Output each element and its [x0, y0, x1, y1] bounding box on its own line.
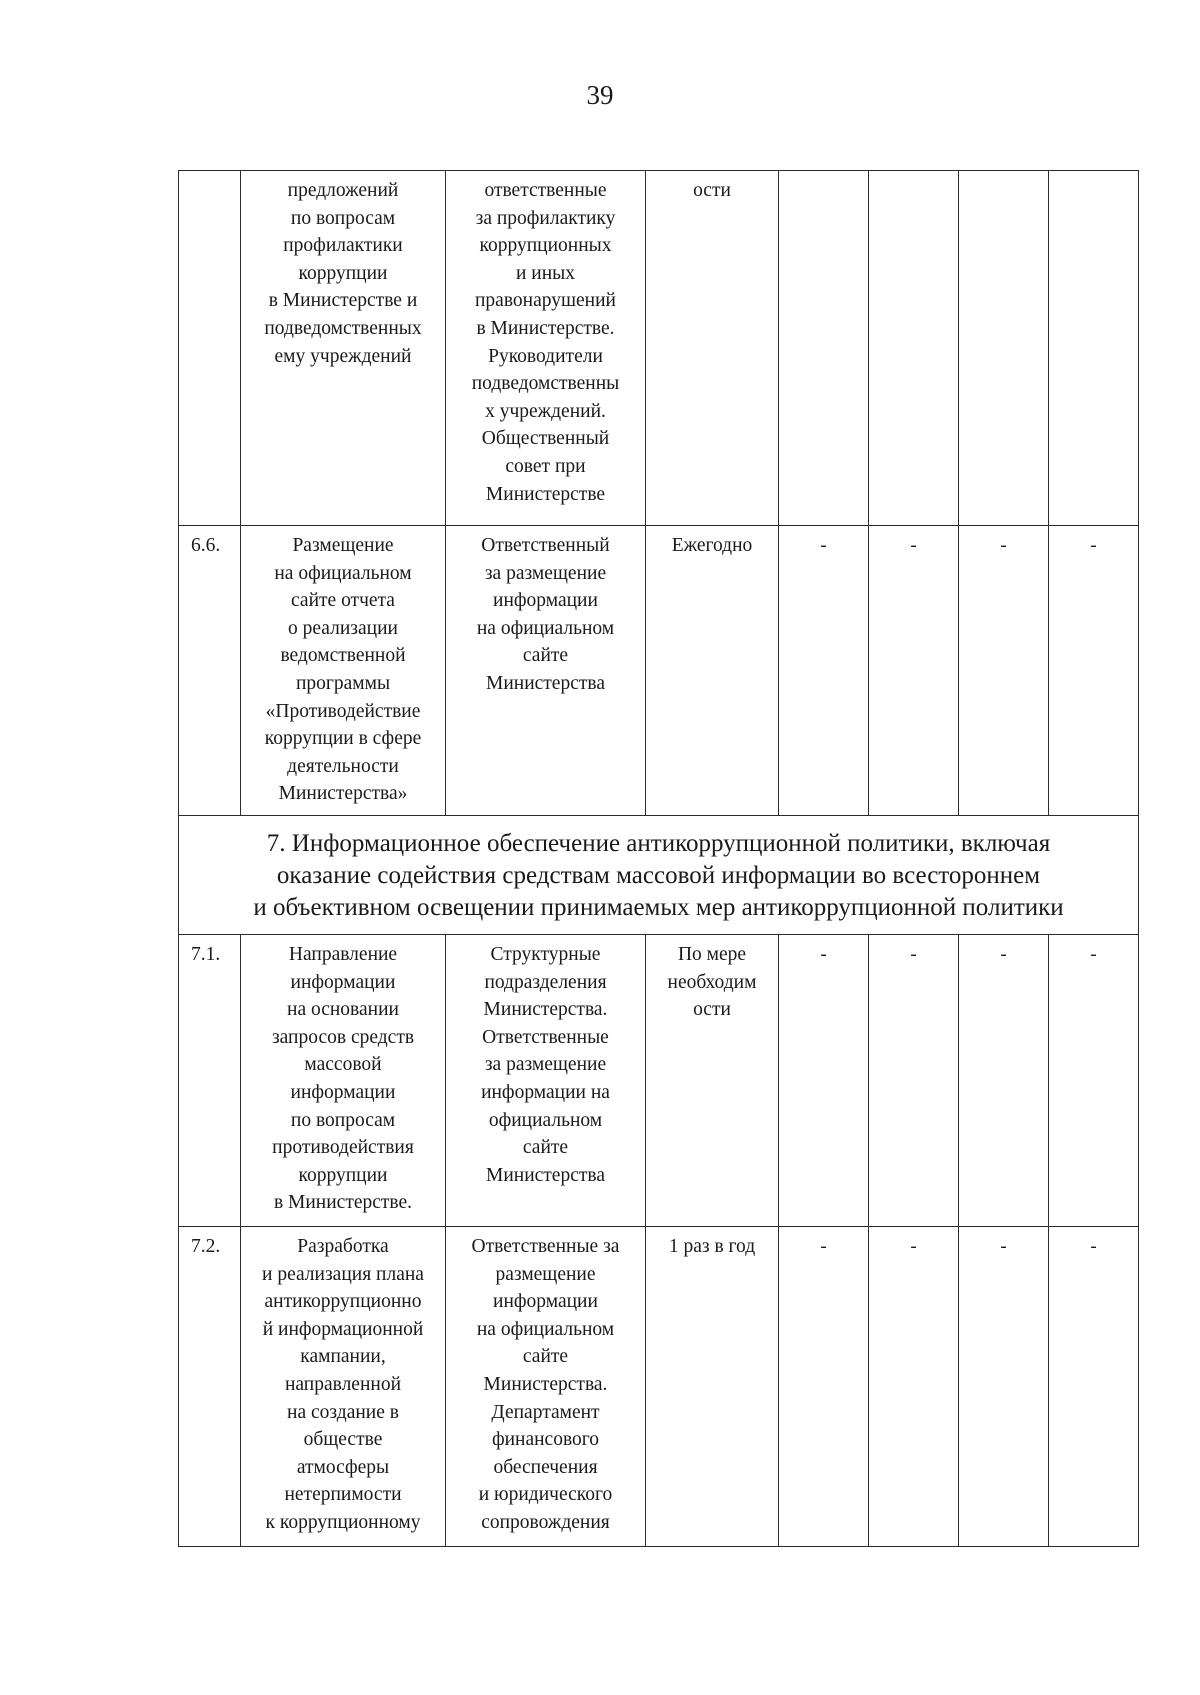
execution-term [646, 171, 779, 526]
cell-line: массовой [304, 1054, 382, 1076]
item-number: 6.6. [179, 526, 241, 816]
table-row [179, 1227, 1139, 1547]
execution-term [646, 526, 779, 816]
section-heading-row [179, 816, 1139, 935]
cell-line: антикоррупционно [264, 1291, 422, 1313]
cell-line: по вопросам [290, 1109, 396, 1131]
cell-line: сайте [522, 645, 569, 667]
cell-line: оказание содействия средствам массовой информации во всестороннем [276, 862, 1041, 889]
cell-line: на официальном [274, 562, 412, 584]
section-heading [179, 816, 1139, 935]
measure-name [241, 526, 446, 816]
cell-line: в Министерстве. [273, 1192, 413, 1214]
cell-line: на создание в [287, 1401, 399, 1423]
cell-line: ему учреждений [274, 345, 412, 367]
cell-line: в Министерстве. [476, 317, 615, 339]
cell-line: информации [493, 1291, 598, 1313]
cell-line: и объективном освещении принимаемых мер антикоррупционной политики [253, 894, 1064, 921]
cell-line: «Противодействие [265, 700, 421, 722]
table-row [179, 526, 1139, 816]
cell-line: размещение [495, 1263, 596, 1285]
cell-line: на основании [287, 999, 399, 1021]
measure-name [241, 935, 446, 1227]
cell-line: 1 раз в год [668, 1236, 756, 1257]
cell-line: о реализации [288, 617, 398, 639]
table-row [179, 935, 1139, 1227]
cell-line: кампании, [300, 1346, 386, 1368]
table-row [179, 171, 1139, 526]
indicator-value: - [1049, 526, 1139, 816]
cell-line: подразделения [484, 971, 607, 993]
cell-line: и юридического [478, 1484, 613, 1506]
cell-line: противодействия [272, 1137, 414, 1159]
cell-line: предложений [287, 180, 399, 201]
cell-line: на официальном [476, 617, 615, 639]
item-number: 7.2. [179, 1227, 241, 1547]
cell-line: коррупции [298, 262, 388, 284]
execution-term [646, 935, 779, 1227]
cell-line: ответственные [484, 180, 607, 201]
indicator-value: - [869, 935, 959, 1227]
cell-line: официальном [488, 1109, 603, 1131]
cell-line: атмосферы [296, 1456, 390, 1478]
cell-line: информации [290, 1081, 396, 1103]
cell-line: информации на [481, 1081, 610, 1103]
cell-line: к коррупционному [265, 1511, 421, 1533]
cell-line: информации [493, 590, 598, 612]
cell-line: По мере [677, 944, 747, 965]
cell-line: Департамент [491, 1401, 600, 1423]
indicator-value: - [959, 935, 1049, 1227]
cell-line: финансового [491, 1429, 600, 1451]
cell-line: по вопросам [290, 207, 396, 229]
cell-line: Министерства. [483, 1373, 608, 1395]
execution-term [646, 1227, 779, 1547]
cell-line: коррупции в сфере [264, 728, 422, 750]
indicator-value: - [779, 526, 869, 816]
cell-line: подведомственны [471, 373, 620, 395]
cell-line: правонарушений [475, 290, 616, 312]
cell-line: й информационной [262, 1318, 424, 1340]
cell-line: Ответственные [482, 1026, 609, 1048]
indicator-value: - [959, 526, 1049, 816]
indicator-value: - [869, 1227, 959, 1547]
cell-line: за профилактику [475, 207, 616, 229]
cell-line: ости [693, 999, 731, 1021]
indicator-value: - [959, 1227, 1049, 1547]
cell-line: Министерстве [485, 483, 606, 505]
cell-line: нетерпимости [284, 1484, 402, 1506]
cell-line: Руководители [488, 345, 603, 367]
cell-line: Ответственный [481, 535, 610, 556]
cell-line: и реализация плана [262, 1263, 424, 1285]
cell-line: на официальном [476, 1318, 615, 1340]
indicator-value [959, 171, 1049, 526]
responsible-executors [446, 526, 646, 816]
cell-line: профилактики [283, 235, 403, 257]
page-number: 39 [586, 80, 614, 110]
measure-name [241, 1227, 446, 1547]
cell-line: Министерства [485, 1164, 605, 1186]
cell-line: за размещение [484, 1054, 607, 1076]
cell-line: Ежегодно [671, 535, 753, 556]
responsible-executors [446, 1227, 646, 1547]
cell-line: программы [295, 672, 391, 694]
measures-table [178, 170, 1139, 1547]
measure-name [241, 171, 446, 526]
cell-line: ости [693, 180, 731, 201]
cell-line: и иных [515, 262, 576, 284]
responsible-executors [446, 171, 646, 526]
cell-line: Структурные [490, 944, 601, 965]
item-number: 7.1. [179, 935, 241, 1227]
cell-line: Ответственные за [471, 1236, 620, 1257]
cell-line: ведомственной [280, 645, 406, 667]
cell-line: направленной [284, 1373, 402, 1395]
indicator-value [869, 171, 959, 526]
cell-line: Министерства. [483, 999, 608, 1021]
cell-line: деятельности [287, 755, 399, 777]
cell-line: сайте отчета [291, 590, 395, 612]
indicator-value [779, 171, 869, 526]
cell-line: х учреждений. [485, 400, 606, 422]
cell-line: обеспечения [493, 1456, 598, 1478]
cell-line: коррупционных [479, 235, 612, 257]
cell-line: запросов средств [271, 1026, 415, 1048]
cell-line: коррупции [298, 1164, 388, 1186]
indicator-value: - [1049, 1227, 1139, 1547]
cell-line: сайте [522, 1137, 569, 1159]
indicator-value: - [779, 935, 869, 1227]
cell-line: Размещение [292, 535, 394, 556]
item-number [179, 171, 241, 526]
cell-line: Министерства» [278, 783, 408, 805]
cell-line: 7. Информационное обеспечение антикоррупционной политики, включая [266, 830, 1051, 857]
cell-line: в Министерстве и [268, 290, 418, 312]
cell-line: необходим [667, 971, 757, 993]
cell-line: совет при [505, 455, 586, 477]
cell-line: обществе [303, 1429, 383, 1451]
responsible-executors [446, 935, 646, 1227]
cell-line: Министерства [485, 672, 605, 694]
indicator-value: - [1049, 935, 1139, 1227]
indicator-value: - [869, 526, 959, 816]
cell-line: Общественный [481, 428, 610, 450]
cell-line: подведомственных [264, 317, 422, 339]
cell-line: сопровождения [481, 1511, 610, 1533]
cell-line: сайте [522, 1346, 569, 1368]
indicator-value [1049, 171, 1139, 526]
cell-line: информации [290, 971, 396, 993]
indicator-value: - [779, 1227, 869, 1547]
cell-line: Разработка [297, 1236, 389, 1257]
cell-line: Направление [288, 944, 398, 965]
table-body [179, 171, 1139, 1547]
cell-line: за размещение [484, 562, 607, 584]
